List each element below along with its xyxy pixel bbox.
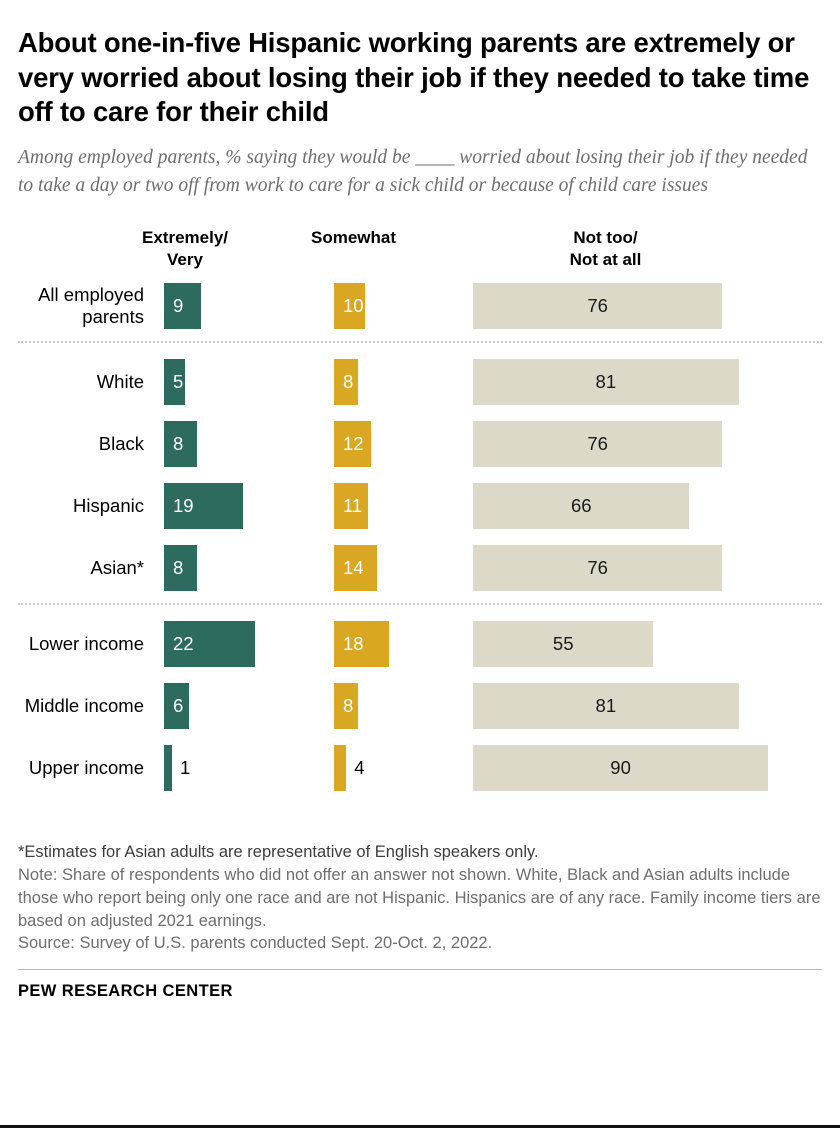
table-row <box>18 737 822 799</box>
bar-extremely-very <box>164 683 189 729</box>
row-label-middle-income: Middle income <box>24 695 144 717</box>
bar-value: 4 <box>354 757 365 779</box>
bar-not-too <box>473 483 689 529</box>
bar-value: 9 <box>173 295 184 317</box>
bar-not-too <box>473 283 722 329</box>
column-header-nt-line2: Not at all <box>569 250 642 270</box>
bar-somewhat <box>334 421 371 467</box>
bar-extremely-very <box>164 359 185 405</box>
bar-not-too <box>473 545 722 591</box>
group-divider <box>18 603 822 605</box>
bar-value: 5 <box>173 371 184 393</box>
bar-value: 81 <box>595 371 617 393</box>
table-row <box>18 613 822 675</box>
bar-not-too <box>473 421 722 467</box>
bar-not-too <box>473 683 739 729</box>
column-header-not-too <box>473 227 738 271</box>
column-header-ev-line2: Very <box>167 250 203 270</box>
page-title: About one-in-five Hispanic working parents are extremely or very worried about losing their job if they needed to take time off to care for their child <box>18 27 810 128</box>
chart-rows <box>18 275 822 799</box>
bar-value: 8 <box>173 557 184 579</box>
bar-extremely-very <box>164 283 201 329</box>
bottom-rule <box>0 1125 840 1128</box>
bar-value: 14 <box>343 557 364 579</box>
bar-value: 22 <box>173 633 194 655</box>
bar-value: 1 <box>180 757 191 779</box>
table-row <box>18 537 822 599</box>
bar-value: 76 <box>587 433 608 455</box>
bar-somewhat <box>334 359 358 405</box>
bar-somewhat <box>334 545 377 591</box>
bar-somewhat <box>334 283 365 329</box>
row-label-asian: Asian* <box>90 557 144 579</box>
bar-somewhat <box>334 621 389 667</box>
column-header-ev-line1: Extremely/ <box>142 228 228 248</box>
table-row <box>18 475 822 537</box>
bar-extremely-very <box>164 745 191 791</box>
column-header-somewhat: Somewhat <box>310 228 397 248</box>
table-row <box>18 275 822 337</box>
bar-value: 81 <box>595 695 617 717</box>
bar-value: 8 <box>173 433 184 455</box>
bar-value: 19 <box>173 495 194 517</box>
infographic-page <box>0 26 840 1134</box>
table-row <box>18 675 822 737</box>
column-header-extremely-very <box>110 227 260 271</box>
brand-label: PEW RESEARCH CENTER <box>18 982 233 1001</box>
row-label-all-employed-parents <box>0 284 144 328</box>
bar-value: 8 <box>343 695 354 717</box>
row-label-hispanic: Hispanic <box>73 495 144 517</box>
bar-extremely-very <box>164 421 197 467</box>
column-header-nt-line1: Not too/ <box>573 228 638 248</box>
bar-value: 90 <box>610 757 631 779</box>
note-source: Source: Survey of U.S. parents conducted Sept. 20-Oct. 2, 2022. <box>18 934 493 953</box>
bar-value: 18 <box>343 633 364 655</box>
bar-value: 76 <box>587 295 608 317</box>
bar-not-too <box>473 359 739 405</box>
page-subtitle: Among employed parents, % saying they would be ____ worried about losing their job if they needed to take a day or two off from work to care for a sick child or because of child care issues <box>18 146 808 196</box>
bar-value: 76 <box>587 557 608 579</box>
note-general: Note: Share of respondents who did not offer an answer not shown. White, Black and Asian adults include those who report being only one race and are not Hispanic. Hispanics are of any race. Family income tiers are based on adjusted 2021 earnings. <box>18 866 821 930</box>
note-asterisk: *Estimates for Asian adults are representative of English speakers only. <box>18 843 539 862</box>
group-divider <box>18 341 822 343</box>
bar-extremely-very <box>164 483 243 529</box>
bar-value: 6 <box>173 695 184 717</box>
bar-value: 8 <box>343 371 354 393</box>
row-label-lower-income: Lower income <box>28 633 144 655</box>
bar-chart <box>18 219 822 835</box>
bar-somewhat <box>334 483 368 529</box>
chart-notes <box>18 841 822 955</box>
bar-somewhat <box>334 745 365 791</box>
bar-somewhat <box>334 683 358 729</box>
bar-not-too <box>473 745 768 791</box>
bar-extremely-very <box>164 545 197 591</box>
bar-value: 10 <box>343 295 364 317</box>
row-label-white: White <box>96 371 144 393</box>
row-label-upper-income: Upper income <box>28 757 144 779</box>
table-row <box>18 351 822 413</box>
table-row <box>18 413 822 475</box>
row-label-line2: parents <box>82 306 144 328</box>
row-label-line1: All employed <box>38 284 144 306</box>
row-label-black: Black <box>98 433 144 455</box>
bar-extremely-very <box>164 621 255 667</box>
bar-value: 55 <box>552 633 574 655</box>
bar-value: 11 <box>343 495 363 517</box>
footer-divider <box>18 969 822 970</box>
bar-value: 66 <box>570 495 592 517</box>
column-headers <box>18 219 822 275</box>
bar-value: 12 <box>343 433 364 455</box>
bar-not-too <box>473 621 653 667</box>
